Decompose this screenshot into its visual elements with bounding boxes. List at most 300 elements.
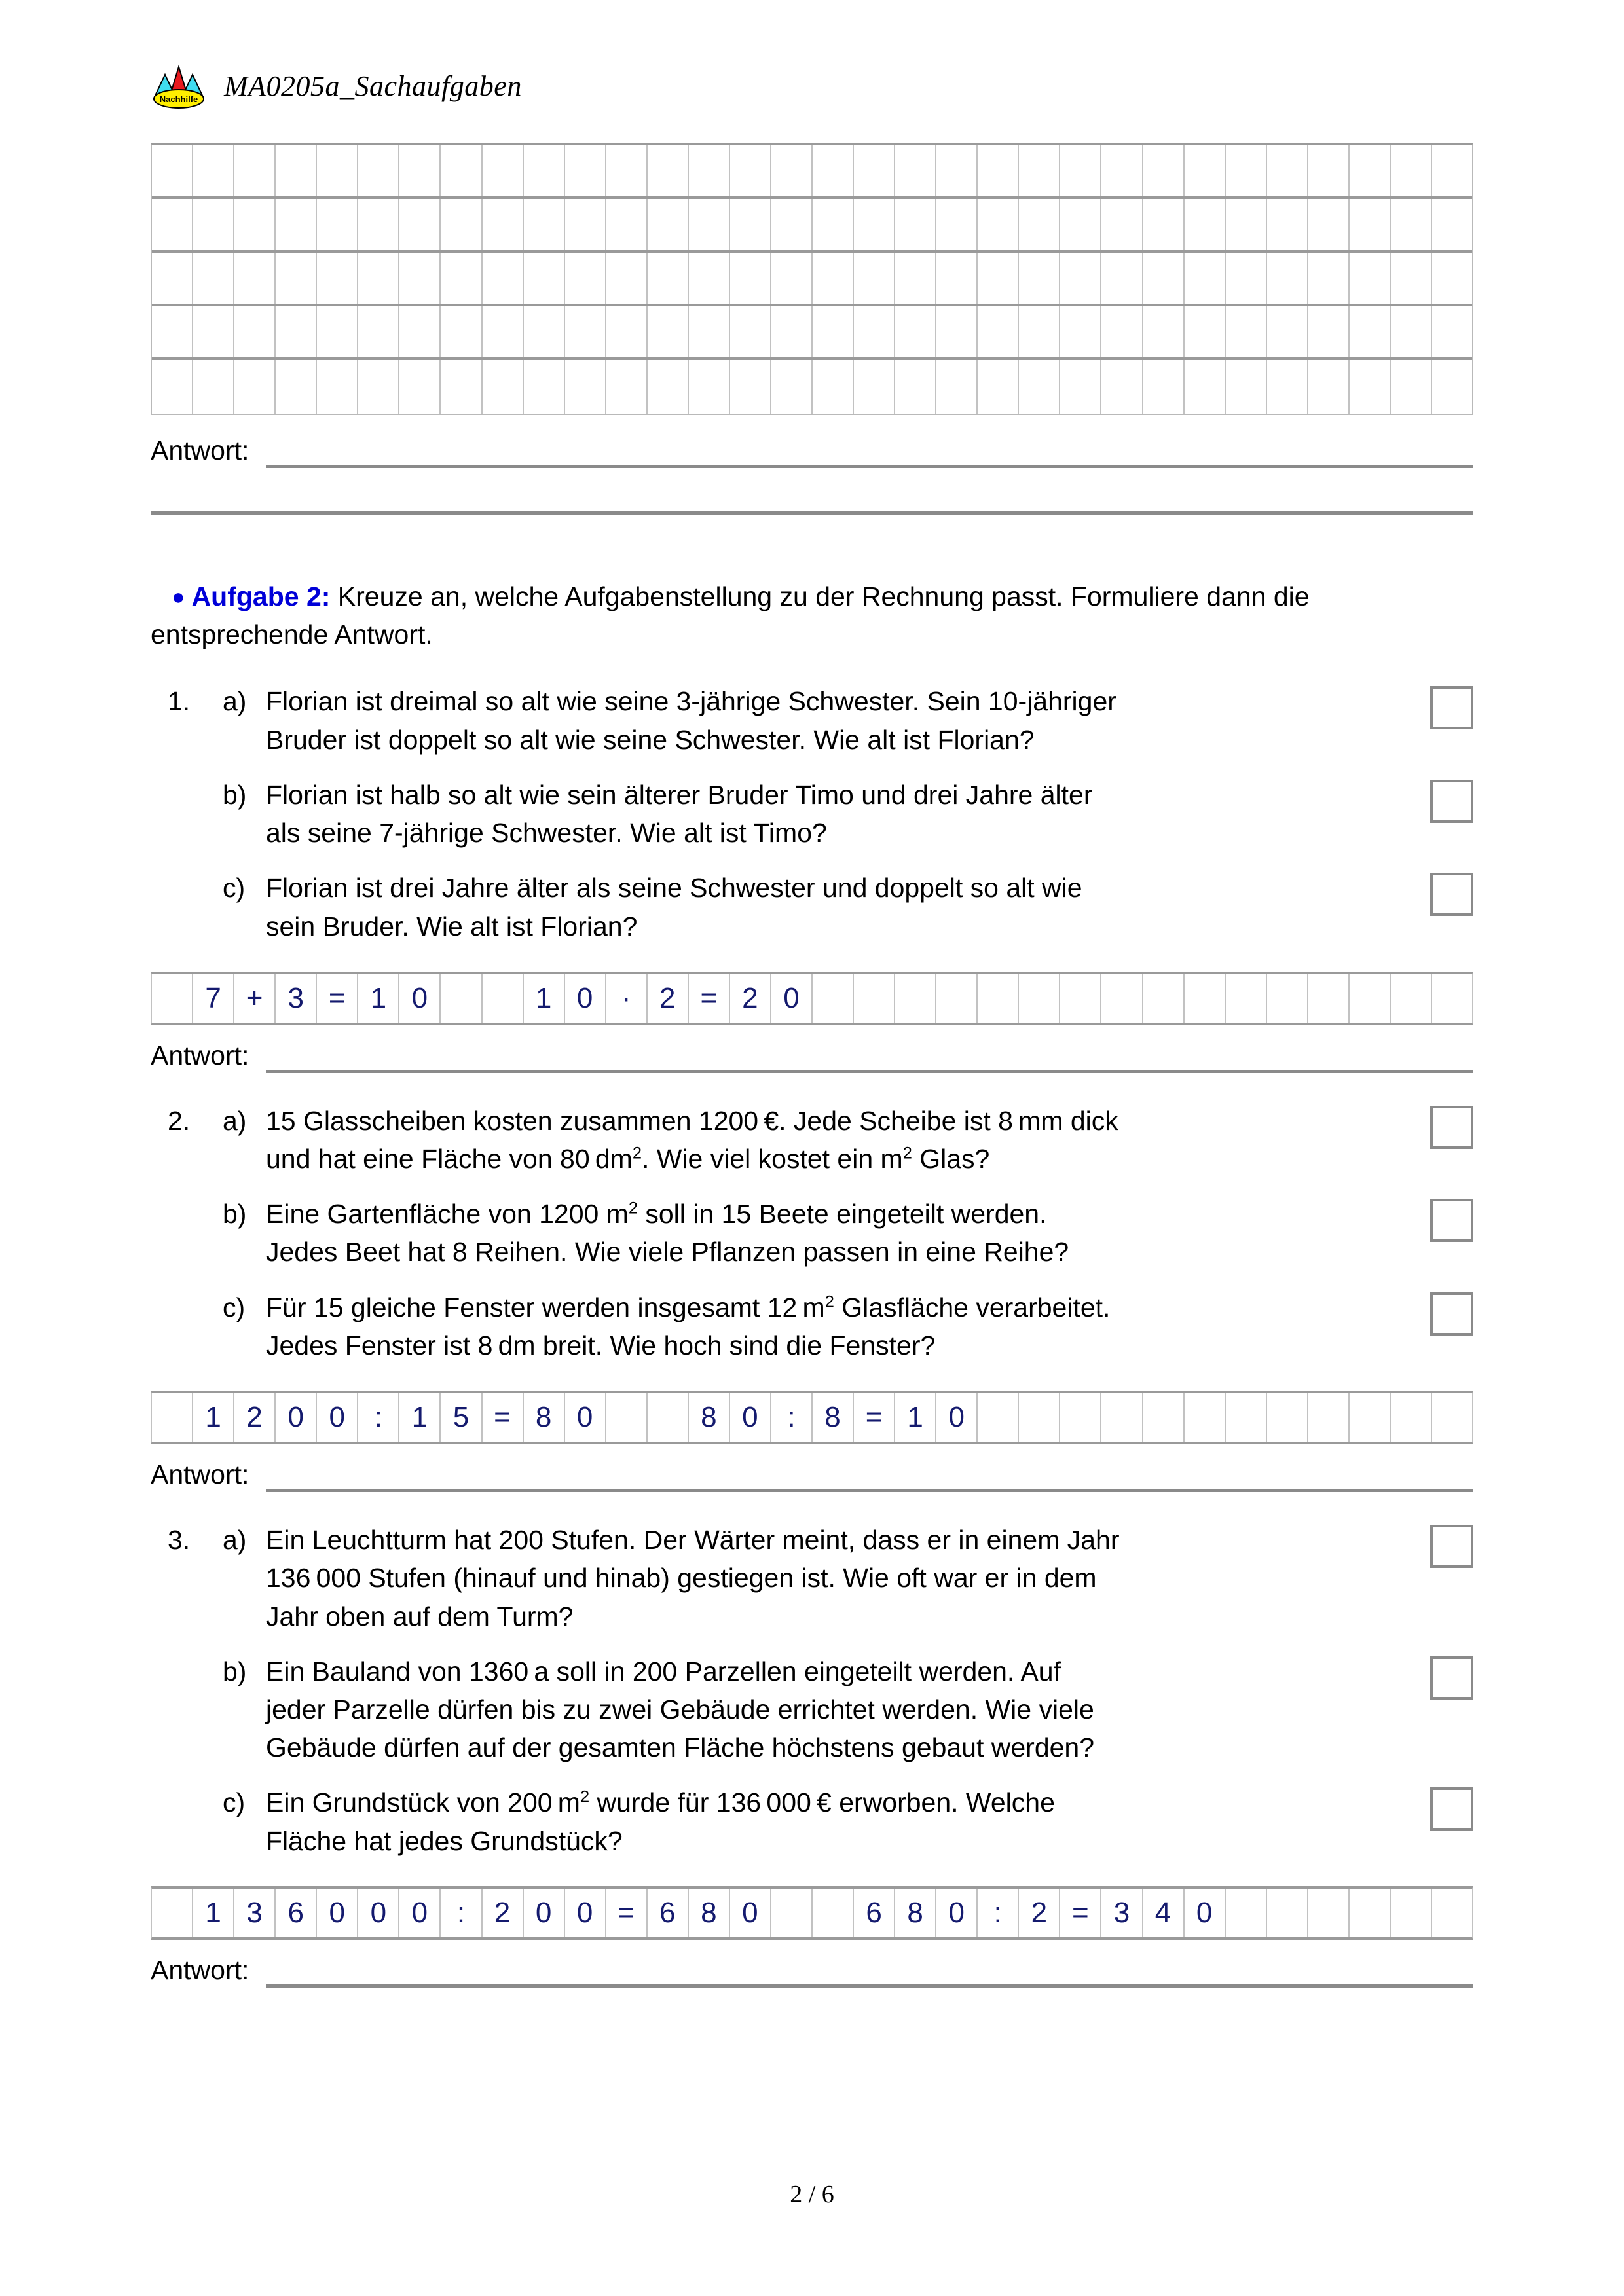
equation-cell-filled[interactable]: 0: [936, 1393, 978, 1442]
equation-strip[interactable]: [151, 1886, 1473, 1940]
grid-cell[interactable]: [483, 145, 524, 196]
grid-cell[interactable]: [193, 253, 234, 304]
grid-cell[interactable]: [524, 253, 565, 304]
grid-cell[interactable]: [1391, 360, 1432, 414]
grid-cell[interactable]: [689, 145, 730, 196]
answer-line[interactable]: [151, 1954, 1473, 1988]
grid-cell[interactable]: [193, 199, 234, 250]
equation-cell-filled[interactable]: 3: [276, 974, 317, 1023]
grid-cell[interactable]: [813, 145, 854, 196]
grid-cell[interactable]: [771, 145, 813, 196]
grid-cell[interactable]: [854, 199, 895, 250]
equation-cell-empty[interactable]: [1308, 974, 1350, 1023]
grid-cell[interactable]: [524, 360, 565, 414]
equation-cell-empty[interactable]: [895, 974, 936, 1023]
grid-cell[interactable]: [565, 306, 606, 357]
grid-cell[interactable]: [317, 360, 358, 414]
equation-cell-filled[interactable]: 0: [276, 1393, 317, 1442]
option-letter: b): [223, 1656, 247, 1686]
equation-cell-filled[interactable]: 6: [648, 1889, 689, 1937]
grid-cell[interactable]: [1432, 306, 1472, 357]
equation-cell-filled[interactable]: 1: [193, 1393, 234, 1442]
equation-cell-filled[interactable]: 0: [399, 974, 441, 1023]
grid-cell[interactable]: [689, 306, 730, 357]
equation-cell-filled[interactable]: :: [978, 1889, 1019, 1937]
equation-cell-empty[interactable]: [152, 1393, 193, 1442]
grid-cell[interactable]: [524, 199, 565, 250]
equation-cell-filled[interactable]: 3: [234, 1889, 276, 1937]
equation-cell-empty[interactable]: [1019, 1393, 1060, 1442]
grid-row[interactable]: [152, 360, 1472, 414]
grid-cell[interactable]: [1143, 306, 1185, 357]
option-text-line: Gebäude dürfen auf der gesamten Fläche höchstens gebaut werden?: [266, 1732, 1095, 1763]
equation-strip[interactable]: [151, 1391, 1473, 1444]
grid-cell[interactable]: [854, 360, 895, 414]
grid-cell[interactable]: [441, 199, 482, 250]
equation-cell-empty[interactable]: [1226, 974, 1267, 1023]
equation-cell-filled[interactable]: 2: [483, 1889, 524, 1937]
grid-cell[interactable]: [565, 360, 606, 414]
grid-cell[interactable]: [317, 145, 358, 196]
grid-row[interactable]: [152, 306, 1472, 360]
equation-cell-filled[interactable]: :: [771, 1393, 813, 1442]
grid-cell[interactable]: [1060, 199, 1101, 250]
work-grid[interactable]: [151, 143, 1473, 415]
grid-cell[interactable]: [276, 253, 317, 304]
grid-cell[interactable]: [1350, 145, 1391, 196]
equation-cell-empty[interactable]: [1391, 1393, 1432, 1442]
grid-cell[interactable]: [771, 199, 813, 250]
equation-cell-filled[interactable]: 0: [565, 1889, 606, 1937]
grid-cell[interactable]: [1308, 306, 1350, 357]
problem-block: [151, 1102, 1473, 1492]
equation-cell-filled[interactable]: 8: [895, 1889, 936, 1937]
grid-cell[interactable]: [1226, 199, 1267, 250]
option-checkbox[interactable]: [1430, 686, 1473, 729]
equation-cell-empty[interactable]: [1060, 974, 1101, 1023]
answer-line[interactable]: [151, 437, 1473, 468]
grid-cell[interactable]: [152, 253, 193, 304]
equation-cell-empty[interactable]: [1391, 974, 1432, 1023]
grid-cell[interactable]: [1391, 199, 1432, 250]
grid-cell[interactable]: [936, 360, 978, 414]
grid-cell[interactable]: [193, 145, 234, 196]
option-checkbox[interactable]: [1430, 1199, 1473, 1242]
equation-cell-empty[interactable]: [978, 1393, 1019, 1442]
equation-cell-filled[interactable]: 0: [524, 1889, 565, 1937]
grid-cell[interactable]: [441, 306, 482, 357]
equation-cell-empty[interactable]: [1432, 974, 1472, 1023]
option-checkbox[interactable]: [1430, 1292, 1473, 1336]
grid-cell[interactable]: [1350, 199, 1391, 250]
equation-cell-empty[interactable]: [648, 1393, 689, 1442]
option-letter: b): [223, 1199, 247, 1230]
question-option-row: [151, 776, 1473, 852]
equation-cell-empty[interactable]: [1350, 1889, 1391, 1937]
grid-cell[interactable]: [895, 306, 936, 357]
grid-cell[interactable]: [936, 253, 978, 304]
equation-cell-empty[interactable]: [771, 1889, 813, 1937]
equation-cell-filled[interactable]: 8: [689, 1393, 730, 1442]
equation-cell-empty[interactable]: [1308, 1393, 1350, 1442]
grid-cell[interactable]: [895, 199, 936, 250]
equation-cell-filled[interactable]: 2: [1019, 1889, 1060, 1937]
equation-cell-filled[interactable]: 1: [399, 1393, 441, 1442]
equation-cell-empty[interactable]: [854, 974, 895, 1023]
option-checkbox[interactable]: [1430, 780, 1473, 823]
grid-cell[interactable]: [1350, 253, 1391, 304]
option-text-line: und hat eine Fläche von 80 $dm^2$. Wie viel kostet ein $m^2$ Glas?: [266, 1143, 990, 1174]
grid-cell[interactable]: [565, 199, 606, 250]
equation-cell-filled[interactable]: ·: [606, 974, 648, 1023]
grid-cell[interactable]: [276, 360, 317, 414]
grid-cell[interactable]: [441, 253, 482, 304]
equation-cell-empty[interactable]: [1019, 974, 1060, 1023]
document-title: MA0205a_Sachaufgaben: [224, 69, 522, 102]
grid-cell[interactable]: [1391, 306, 1432, 357]
equation-cell-filled[interactable]: 0: [399, 1889, 441, 1937]
grid-cell[interactable]: [895, 253, 936, 304]
grid-cell[interactable]: [771, 360, 813, 414]
equation-cell-empty[interactable]: [152, 974, 193, 1023]
equation-cell-filled[interactable]: +: [234, 974, 276, 1023]
equation-cell-filled[interactable]: 0: [565, 1393, 606, 1442]
grid-cell[interactable]: [483, 306, 524, 357]
grid-cell[interactable]: [730, 199, 771, 250]
grid-cell[interactable]: [1226, 360, 1267, 414]
grid-row[interactable]: [152, 145, 1472, 199]
grid-cell[interactable]: [565, 145, 606, 196]
grid-cell[interactable]: [276, 199, 317, 250]
equation-cell-filled[interactable]: =: [1060, 1889, 1101, 1937]
grid-cell[interactable]: [978, 199, 1019, 250]
grid-cell[interactable]: [648, 306, 689, 357]
equation-cell-filled[interactable]: =: [317, 974, 358, 1023]
equation-cell-filled[interactable]: 0: [565, 974, 606, 1023]
aufgabe-label: Aufgabe 2:: [191, 581, 331, 611]
equation-cell-filled[interactable]: 3: [1101, 1889, 1143, 1937]
equation-cell-filled[interactable]: 8: [689, 1889, 730, 1937]
grid-cell[interactable]: [234, 253, 276, 304]
equation-cell-filled[interactable]: 0: [936, 1889, 978, 1937]
grid-cell[interactable]: [1267, 360, 1308, 414]
grid-cell[interactable]: [152, 199, 193, 250]
grid-cell[interactable]: [1226, 145, 1267, 196]
grid-cell[interactable]: [1143, 145, 1185, 196]
option-checkbox[interactable]: [1430, 1656, 1473, 1700]
equation-cell-filled[interactable]: 0: [730, 1889, 771, 1937]
equation-cell-empty[interactable]: [978, 974, 1019, 1023]
grid-cell[interactable]: [358, 360, 399, 414]
grid-cell[interactable]: [1185, 360, 1226, 414]
grid-cell[interactable]: [1226, 306, 1267, 357]
grid-cell[interactable]: [1432, 360, 1472, 414]
equation-cell-empty[interactable]: [1101, 1393, 1143, 1442]
option-text-line: Florian ist dreimal so alt wie seine 3-jährige Schwester. Sein 10-jähriger: [266, 686, 1116, 717]
grid-cell[interactable]: [1308, 360, 1350, 414]
grid-cell[interactable]: [936, 145, 978, 196]
option-text: [266, 776, 1430, 852]
grid-cell[interactable]: [1432, 145, 1472, 196]
grid-row[interactable]: [152, 253, 1472, 306]
grid-cell[interactable]: [978, 306, 1019, 357]
grid-cell[interactable]: [1101, 360, 1143, 414]
grid-cell[interactable]: [234, 145, 276, 196]
grid-cell[interactable]: [689, 199, 730, 250]
grid-cell[interactable]: [234, 199, 276, 250]
grid-cell[interactable]: [1267, 253, 1308, 304]
grid-cell[interactable]: [565, 253, 606, 304]
equation-cell-empty[interactable]: [1267, 974, 1308, 1023]
option-text: [266, 1288, 1430, 1364]
equation-cell-empty[interactable]: [1391, 1889, 1432, 1937]
equation-cell-filled[interactable]: 2: [234, 1393, 276, 1442]
grid-cell[interactable]: [234, 360, 276, 414]
equation-cell-empty[interactable]: [813, 974, 854, 1023]
answer-rule[interactable]: [266, 1489, 1473, 1492]
equation-cell-filled[interactable]: 1: [524, 974, 565, 1023]
grid-cell[interactable]: [1267, 306, 1308, 357]
grid-cell[interactable]: [813, 360, 854, 414]
equation-cell-filled[interactable]: 8: [813, 1393, 854, 1442]
equation-cell-filled[interactable]: 0: [771, 974, 813, 1023]
grid-cell[interactable]: [524, 145, 565, 196]
option-letter: a): [223, 1105, 247, 1136]
equation-cell-filled[interactable]: 2: [730, 974, 771, 1023]
equation-cell-empty[interactable]: [1226, 1889, 1267, 1937]
grid-cell[interactable]: [730, 360, 771, 414]
equation-cell-empty[interactable]: [152, 1889, 193, 1937]
option-checkbox[interactable]: [1430, 1106, 1473, 1149]
equation-cell-empty[interactable]: [1185, 1393, 1226, 1442]
grid-cell[interactable]: [648, 253, 689, 304]
grid-cell[interactable]: [895, 145, 936, 196]
grid-cell[interactable]: [895, 360, 936, 414]
equation-cell-filled[interactable]: 7: [193, 974, 234, 1023]
grid-cell[interactable]: [1019, 360, 1060, 414]
equation-cell-empty[interactable]: [1432, 1393, 1472, 1442]
grid-cell[interactable]: [606, 253, 648, 304]
equation-cell-filled[interactable]: 6: [276, 1889, 317, 1937]
equation-cell-filled[interactable]: 4: [1143, 1889, 1185, 1937]
equation-cell-empty[interactable]: [1432, 1889, 1472, 1937]
grid-cell[interactable]: [483, 360, 524, 414]
answer-rule[interactable]: [266, 1984, 1473, 1988]
grid-cell[interactable]: [936, 306, 978, 357]
grid-cell[interactable]: [483, 199, 524, 250]
grid-cell[interactable]: [317, 199, 358, 250]
equation-cell-empty[interactable]: [1060, 1393, 1101, 1442]
grid-cell[interactable]: [399, 306, 441, 357]
grid-cell[interactable]: [1185, 145, 1226, 196]
grid-cell[interactable]: [1143, 253, 1185, 304]
grid-cell[interactable]: [441, 360, 482, 414]
answer-line[interactable]: [151, 1042, 1473, 1073]
grid-cell[interactable]: [730, 306, 771, 357]
grid-cell[interactable]: [606, 360, 648, 414]
grid-cell[interactable]: [358, 306, 399, 357]
answer-rule[interactable]: [266, 465, 1473, 468]
grid-cell[interactable]: [854, 145, 895, 196]
grid-cell[interactable]: [399, 253, 441, 304]
grid-cell[interactable]: [1019, 306, 1060, 357]
equation-cell-empty[interactable]: [936, 974, 978, 1023]
equation-cell-filled[interactable]: =: [689, 974, 730, 1023]
grid-cell[interactable]: [1185, 306, 1226, 357]
grid-cell[interactable]: [1101, 145, 1143, 196]
grid-cell[interactable]: [1019, 253, 1060, 304]
grid-cell[interactable]: [483, 253, 524, 304]
grid-cell[interactable]: [317, 306, 358, 357]
grid-cell[interactable]: [1143, 199, 1185, 250]
grid-cell[interactable]: [1308, 199, 1350, 250]
equation-cell-filled[interactable]: =: [483, 1393, 524, 1442]
equation-cell-filled[interactable]: 1: [895, 1393, 936, 1442]
grid-cell[interactable]: [317, 253, 358, 304]
equation-cell-filled[interactable]: =: [854, 1393, 895, 1442]
grid-cell[interactable]: [1101, 253, 1143, 304]
equation-cell-empty[interactable]: [1143, 974, 1185, 1023]
grid-cell[interactable]: [399, 360, 441, 414]
grid-cell[interactable]: [1019, 145, 1060, 196]
equation-cell-empty[interactable]: [1267, 1393, 1308, 1442]
answer-label: Antwort:: [151, 1459, 249, 1490]
option-checkbox[interactable]: [1430, 873, 1473, 916]
equation-cell-filled[interactable]: 8: [524, 1393, 565, 1442]
grid-cell[interactable]: [648, 145, 689, 196]
grid-cell[interactable]: [730, 253, 771, 304]
grid-cell[interactable]: [854, 306, 895, 357]
equation-cell-empty[interactable]: [1308, 1889, 1350, 1937]
grid-cell[interactable]: [152, 360, 193, 414]
grid-cell[interactable]: [1185, 253, 1226, 304]
equation-cell-filled[interactable]: 5: [441, 1393, 482, 1442]
grid-cell[interactable]: [399, 145, 441, 196]
equation-cell-filled[interactable]: =: [606, 1889, 648, 1937]
grid-cell[interactable]: [1350, 306, 1391, 357]
answer-rule-second[interactable]: [151, 511, 1473, 515]
answer-rule[interactable]: [266, 1070, 1473, 1073]
answer-line[interactable]: [151, 1461, 1473, 1492]
grid-cell[interactable]: [1060, 306, 1101, 357]
grid-cell[interactable]: [234, 306, 276, 357]
grid-cell[interactable]: [1060, 253, 1101, 304]
grid-cell[interactable]: [771, 306, 813, 357]
grid-cell[interactable]: [276, 306, 317, 357]
grid-cell[interactable]: [1060, 360, 1101, 414]
equation-cell-filled[interactable]: 0: [730, 1393, 771, 1442]
grid-cell[interactable]: [1391, 145, 1432, 196]
grid-cell[interactable]: [648, 199, 689, 250]
equation-cell-empty[interactable]: [1350, 1393, 1391, 1442]
equation-cell-empty[interactable]: [483, 974, 524, 1023]
grid-cell[interactable]: [358, 199, 399, 250]
grid-cell[interactable]: [813, 306, 854, 357]
grid-cell[interactable]: [771, 253, 813, 304]
equation-cell-empty[interactable]: [813, 1889, 854, 1937]
grid-cell[interactable]: [978, 253, 1019, 304]
problem-block: [151, 682, 1473, 1072]
equation-cell-empty[interactable]: [606, 1393, 648, 1442]
option-text-line: Florian ist halb so alt wie sein älterer Bruder Timo und drei Jahre älter: [266, 779, 1093, 810]
grid-cell[interactable]: [1267, 145, 1308, 196]
grid-cell[interactable]: [358, 145, 399, 196]
equation-cell-empty[interactable]: [441, 974, 482, 1023]
grid-cell[interactable]: [854, 253, 895, 304]
equation-cell-empty[interactable]: [1350, 974, 1391, 1023]
equation-strip[interactable]: [151, 972, 1473, 1025]
grid-cell[interactable]: [1185, 199, 1226, 250]
grid-cell[interactable]: [1391, 253, 1432, 304]
equation-cell-empty[interactable]: [1267, 1889, 1308, 1937]
equation-cell-filled[interactable]: 1: [358, 974, 399, 1023]
grid-row[interactable]: [152, 199, 1472, 253]
equation-cell-filled[interactable]: 2: [648, 974, 689, 1023]
grid-cell[interactable]: [689, 253, 730, 304]
grid-cell[interactable]: [606, 145, 648, 196]
grid-cell[interactable]: [1019, 199, 1060, 250]
grid-cell[interactable]: [936, 199, 978, 250]
grid-cell[interactable]: [689, 360, 730, 414]
equation-cell-filled[interactable]: 6: [854, 1889, 895, 1937]
option-checkbox[interactable]: [1430, 1787, 1473, 1831]
option-text: [266, 1783, 1430, 1859]
grid-cell[interactable]: [813, 199, 854, 250]
grid-cell[interactable]: [813, 253, 854, 304]
option-checkbox[interactable]: [1430, 1525, 1473, 1568]
grid-cell[interactable]: [730, 145, 771, 196]
equation-cell-filled[interactable]: :: [358, 1393, 399, 1442]
grid-cell[interactable]: [648, 360, 689, 414]
equation-cell-filled[interactable]: 1: [193, 1889, 234, 1937]
grid-cell[interactable]: [152, 306, 193, 357]
grid-cell[interactable]: [1101, 306, 1143, 357]
grid-cell[interactable]: [1350, 360, 1391, 414]
equation-cell-filled[interactable]: 0: [1185, 1889, 1226, 1937]
grid-cell[interactable]: [152, 145, 193, 196]
grid-cell[interactable]: [399, 199, 441, 250]
equation-cell-empty[interactable]: [1226, 1393, 1267, 1442]
equation-cell-empty[interactable]: [1143, 1393, 1185, 1442]
grid-cell[interactable]: [1432, 253, 1472, 304]
grid-cell[interactable]: [1432, 199, 1472, 250]
equation-cell-filled[interactable]: 0: [317, 1393, 358, 1442]
grid-cell[interactable]: [1308, 145, 1350, 196]
grid-cell[interactable]: [606, 306, 648, 357]
equation-cell-filled[interactable]: :: [441, 1889, 482, 1937]
grid-cell[interactable]: [1101, 199, 1143, 250]
grid-cell[interactable]: [358, 253, 399, 304]
grid-cell[interactable]: [606, 199, 648, 250]
equation-cell-filled[interactable]: 0: [358, 1889, 399, 1937]
grid-cell[interactable]: [1267, 199, 1308, 250]
equation-cell-filled[interactable]: 0: [317, 1889, 358, 1937]
grid-cell[interactable]: [1308, 253, 1350, 304]
grid-cell[interactable]: [441, 145, 482, 196]
grid-cell[interactable]: [276, 145, 317, 196]
option-text-line: Ein Grundstück von 200 $m^2$ wurde für 136 000 € erworben. Welche: [266, 1787, 1055, 1818]
grid-cell[interactable]: [193, 306, 234, 357]
grid-cell[interactable]: [978, 145, 1019, 196]
grid-cell[interactable]: [978, 360, 1019, 414]
grid-cell[interactable]: [1060, 145, 1101, 196]
grid-cell[interactable]: [1226, 253, 1267, 304]
grid-cell[interactable]: [193, 360, 234, 414]
equation-cell-empty[interactable]: [1185, 974, 1226, 1023]
equation-cell-empty[interactable]: [1101, 974, 1143, 1023]
grid-cell[interactable]: [524, 306, 565, 357]
grid-cell[interactable]: [1143, 360, 1185, 414]
